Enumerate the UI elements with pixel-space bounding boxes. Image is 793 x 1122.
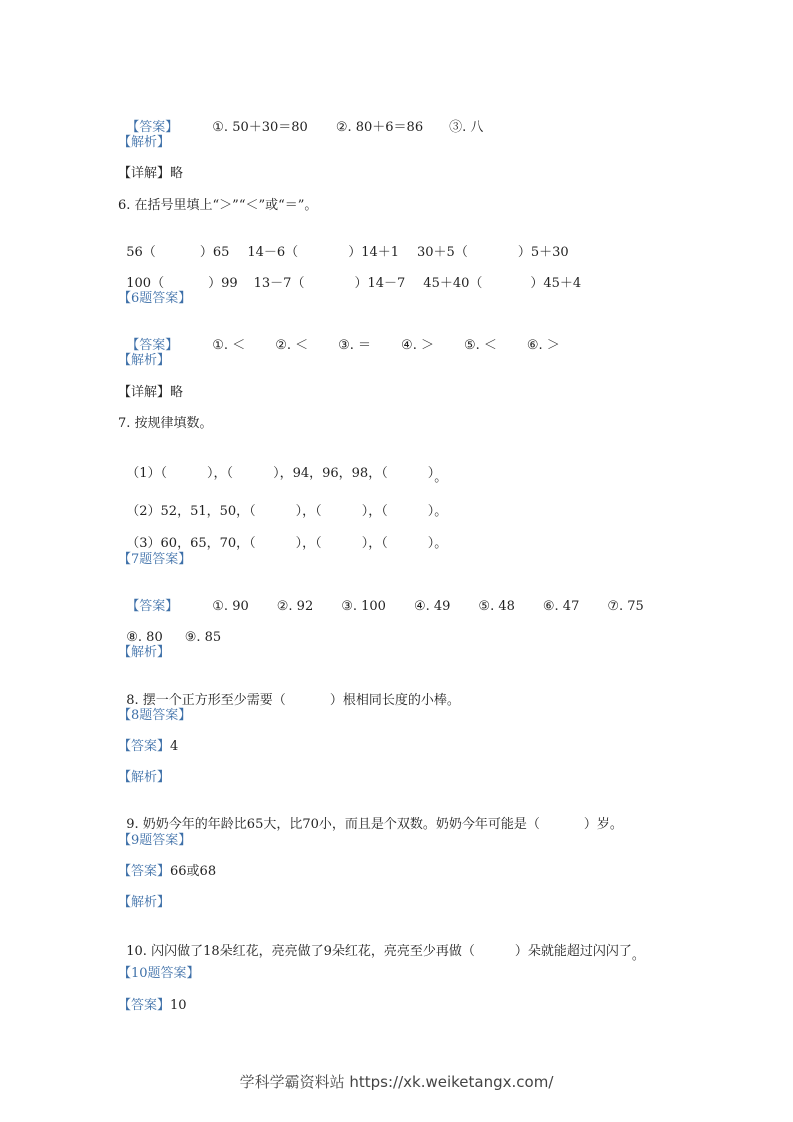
answer-line [118,104,483,136]
q8-part: 8. 摆一个正方形至少需要（ [126,693,286,708]
q6-answer-line [118,322,560,354]
answer-item: ①. 90 [212,599,249,614]
q6-r2-part: 13－7（ [253,276,305,291]
q6-r1-part: 30＋5（ [417,245,468,260]
analysis-label: 【解析】 [118,895,171,910]
answer-tag: 【答案】 [118,864,171,879]
q6-r1-part: ）65 [199,245,230,260]
q10-part: 。 [631,948,645,963]
answer-item: ⑦. 75 [607,599,644,614]
answer-value: 4 [170,739,179,754]
q9-answer [118,864,216,880]
footer-watermark: 学科学霸资料站 https://xk.weiketangx.com/ [239,1073,554,1091]
q7-part: ） [427,466,435,481]
q6-answer-title: 【6题答案】 [118,291,192,306]
question-6-row-1 [118,229,569,261]
analysis-label: 【解析】 [118,645,171,660]
q8-answer-title: 【8题答案】 [118,708,192,723]
q7-answer-title: 【7题答案】 [118,552,192,567]
q9-answer-title: 【9题答案】 [118,833,192,848]
answer-tag: 【答案】 [126,120,179,135]
q7-part: （2）52，51，50，（ [126,504,256,519]
answer-item: ⑧. 80 [126,630,163,645]
question-7-part-2 [118,488,447,520]
q6-r1-part: ）5＋30 [517,245,569,260]
q7-part: ），94，96，98，（ [273,466,388,481]
q10-answer-title: 【10题答案】 [118,966,200,981]
q7-part: ）。 [427,536,448,551]
q6-r2-part: 45＋40（ [423,276,483,291]
answer-item: ②. 80＋6＝86 [335,120,424,135]
q7-part: ），（ [207,466,234,481]
q7-part: （1）（ [126,466,168,481]
answer-tag: 【答案】 [118,998,171,1013]
detail-line: 【详解】略 [118,385,184,400]
answer-tag: 【答案】 [118,739,171,754]
q8-answer [118,739,178,755]
question-7-part-1 [118,450,448,485]
q8-part: ）根相同长度的小棒。 [329,693,460,708]
q7-part: ），（ [361,536,388,551]
q7-answer-line [118,583,644,615]
q6-r2-part: 100（ [126,276,165,291]
answer-item: ⑤. 48 [478,599,515,614]
answer-item: ⑥. ＞ [526,338,560,353]
answer-item: ⑨. 85 [184,630,222,645]
answer-item: ②. 92 [276,599,314,614]
q9-part: ）岁。 [583,817,623,832]
q7-part: 。 [434,470,448,485]
q6-r1-part: ）14＋1 [348,245,400,260]
answer-item: ⑤. ＜ [463,338,497,353]
analysis-label: 【解析】 [118,770,171,785]
question-7: 7. 按规律填数。 [118,416,213,431]
answer-item: ③. 100 [341,599,386,614]
answer-item: ④. ＞ [401,338,434,353]
detail-line: 【详解】略 [118,166,184,181]
question-6-row-2 [118,260,581,292]
q6-r1-part: 14－6（ [247,245,299,260]
answer-value: 10 [170,998,187,1013]
q9-part: 9. 奶奶今年的年龄比65大，比70小，而且是个双数。奶奶今年可能是（ [126,817,540,832]
question-8 [118,677,460,709]
q10-answer [118,998,187,1014]
q7-part: ），（ [361,504,388,519]
answer-item: ⑥. 47 [542,599,580,614]
q7-part: ）。 [427,504,448,519]
question-9 [118,801,623,833]
q10-part: 10. 闪闪做了18朵红花，亮亮做了9朵红花，亮亮至少再做（ [126,944,475,959]
q6-r2-part: ）99 [208,276,238,291]
question-7-part-3 [118,520,447,552]
answer-tag: 【答案】 [126,599,179,614]
q7-answer-line-2 [118,614,221,646]
question-6: 6. 在括号里填上“＞”“＜”或“＝”。 [118,198,318,213]
analysis-label: 【解析】 [118,353,171,368]
answer-item: ③. ＝ [338,338,372,353]
answer-item: ①. ＜ [212,338,246,353]
q10-part: ）朵就能超过闪闪了 [514,944,632,959]
answer-tag: 【答案】 [126,338,179,353]
q6-r1-part: 56（ [126,245,156,260]
q6-r2-part: ）45＋4 [530,276,582,291]
q7-part: ），（ [295,536,322,551]
answer-item: ①. 50＋30＝80 [212,120,308,135]
answer-item: ④. 49 [413,599,451,614]
q7-part: （3）60，65，70，（ [126,536,256,551]
answer-item: ③. 八 [449,120,484,135]
answer-item: ②. ＜ [275,338,309,353]
analysis-label: 【解析】 [118,135,171,150]
question-10 [118,928,645,963]
q6-r2-part: ）14－7 [354,276,406,291]
answer-value: 66或68 [170,864,217,879]
q7-part: ），（ [295,504,322,519]
